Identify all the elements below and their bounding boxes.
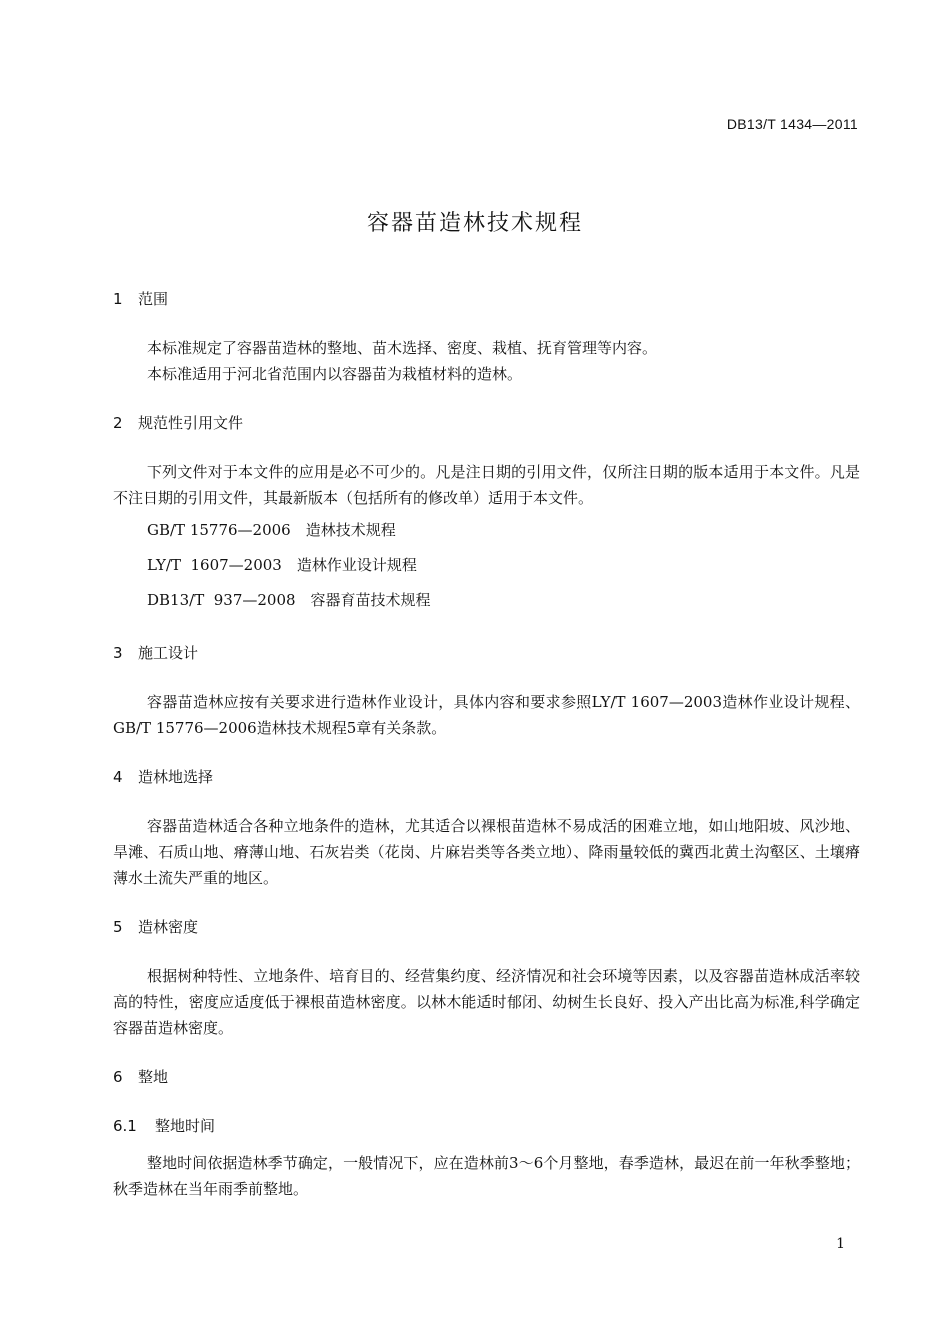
subsection-number: 6.1 <box>113 1117 137 1135</box>
subsection-6-1-heading <box>113 1115 215 1136</box>
section-5-para: 根据树种特性、立地条件、培育目的、经营集约度、经济情况和社会环境等因素，以及容器苗造林成活率较高的特性，密度应适度低于裸根苗造林密度。以林木能适时郁闭、幼树生长良好、投入产出比高为标准,科学确定容器苗造林密度。 <box>113 967 860 1037</box>
section-5-heading <box>113 916 198 937</box>
document-code: DB13/T 1434—2011 <box>726 116 858 132</box>
section-title: 造林密度 <box>138 918 199 936</box>
section-3-para: 容器苗造林应按有关要求进行造林作业设计，具体内容和要求参照LY/T 1607—2003造林作业设计规程、GB/T 15776—2006造林技术规程5章有关条款。 <box>113 693 860 737</box>
subsection-6-1-para: 整地时间依据造林季节确定，一般情况下，应在造林前3～6个月整地，春季造林，最迟在前一年秋季整地；秋季造林在当年雨季前整地。 <box>113 1154 860 1198</box>
reference-item: DB13/T 937—2008 容器育苗技术规程 <box>147 591 431 609</box>
section-title: 范围 <box>138 290 169 308</box>
section-title: 规范性引用文件 <box>138 414 244 432</box>
section-4-heading <box>113 766 213 787</box>
section-6-heading <box>113 1066 168 1087</box>
subsection-title: 整地时间 <box>155 1117 216 1135</box>
section-number: 2 <box>113 414 123 432</box>
page-number: 1 <box>836 1236 845 1252</box>
reference-item: LY/T 1607—2003 造林作业设计规程 <box>147 556 417 574</box>
section-title: 整地 <box>138 1068 169 1086</box>
section-3-heading <box>113 642 198 663</box>
reference-item: GB/T 15776—2006 造林技术规程 <box>147 521 396 539</box>
section-2-para: 下列文件对于本文件的应用是必不可少的。凡是注日期的引用文件，仅所注日期的版本适用于本文件。凡是不注日期的引用文件，其最新版本（包括所有的修改单）适用于本文件。 <box>113 463 860 507</box>
section-number: 1 <box>113 290 123 308</box>
document-title: 容器苗造林技术规程 <box>366 211 583 236</box>
section-title: 施工设计 <box>138 644 199 662</box>
section-2-heading <box>113 412 243 433</box>
section-1-para-1: 本标准规定了容器苗造林的整地、苗木选择、密度、栽植、抚育管理等内容。 <box>147 339 658 357</box>
section-1-heading <box>113 288 168 309</box>
section-4-para: 容器苗造林适合各种立地条件的造林，尤其适合以裸根苗造林不易成活的困难立地，如山地阳坡、风沙地、旱滩、石质山地、瘠薄山地、石灰岩类（花岗、片麻岩类等各类立地）、降雨量较低的冀西北黄土沟壑区、土壤瘠薄水土流失严重的地区。 <box>113 817 860 887</box>
section-number: 4 <box>113 768 123 786</box>
section-number: 6 <box>113 1068 123 1086</box>
section-1-para-2: 本标准适用于河北省范围内以容器苗为栽植材料的造林。 <box>147 365 523 383</box>
section-number: 5 <box>113 918 123 936</box>
section-number: 3 <box>113 644 123 662</box>
section-title: 造林地选择 <box>138 768 214 786</box>
